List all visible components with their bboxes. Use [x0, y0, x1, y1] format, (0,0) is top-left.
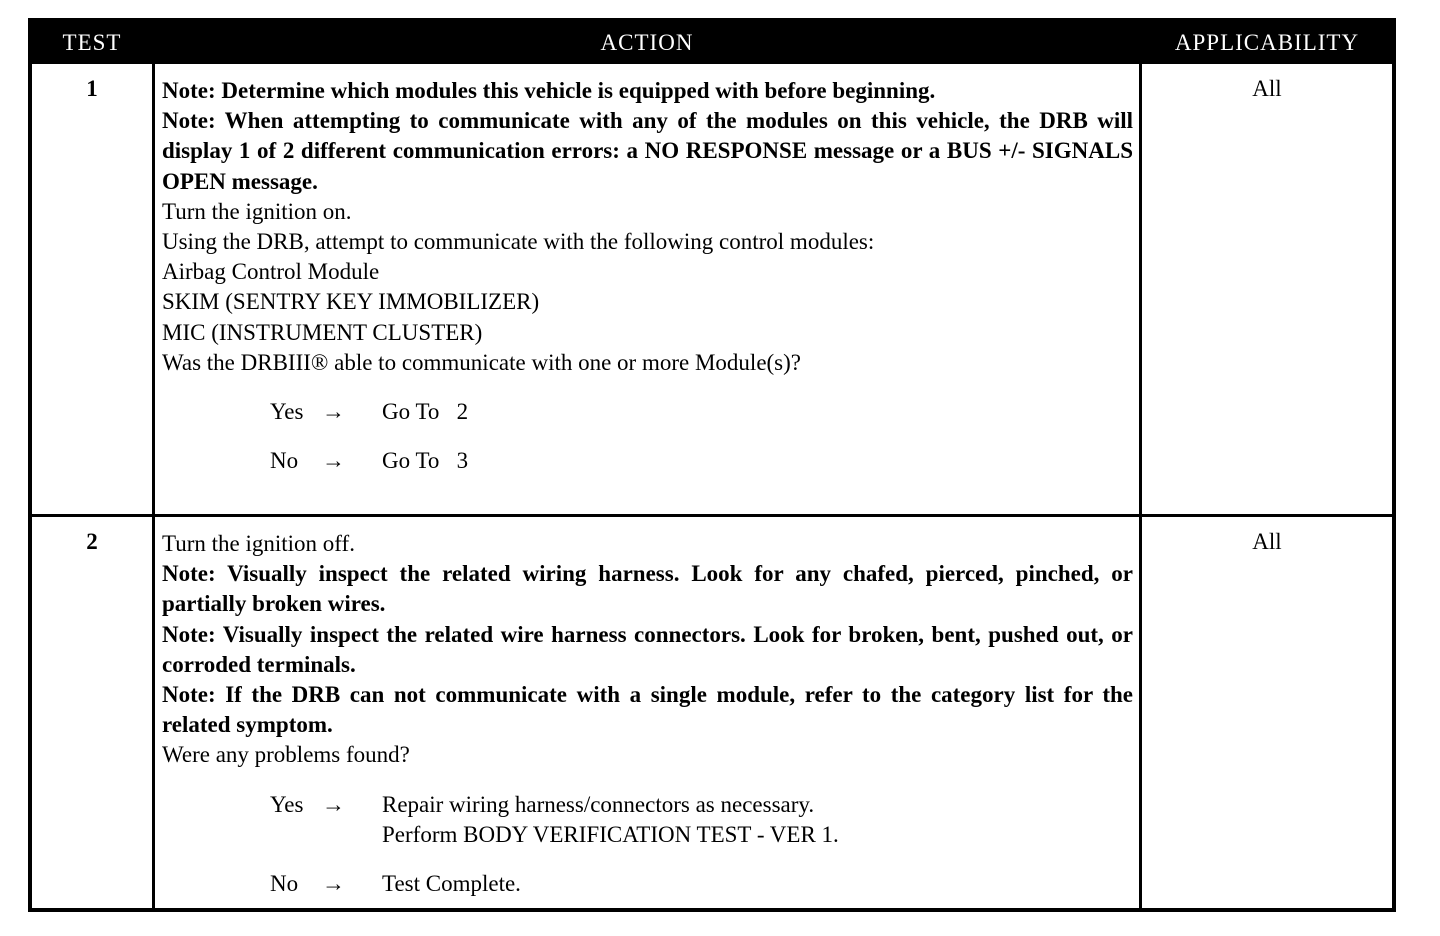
note-text: Note: When attempting to communicate with any of the modules on this vehicle, the DRB will display 1 of 2 different communication errors: a NO RESPONSE message or a BUS +/- SIGNALS OPEN message.: [162, 108, 1133, 194]
arrow-icon: →: [322, 791, 345, 817]
header-action: ACTION: [600, 30, 694, 55]
header-test: TEST: [62, 30, 122, 55]
action-cell: [152, 517, 1142, 911]
yes-branch: [270, 397, 1133, 427]
table-row: [32, 64, 1392, 514]
no-result: Go To 3: [382, 448, 469, 474]
instruction-text: Turn the ignition on.: [162, 198, 352, 224]
yes-label: Yes: [270, 399, 304, 425]
table-row: [32, 514, 1392, 908]
no-branch: [270, 869, 1133, 899]
applicability-value: All: [1252, 76, 1282, 101]
question-text: Were any problems found?: [162, 742, 410, 768]
arrow-icon: →: [322, 870, 345, 896]
note-text: Note: Visually inspect the related wire harness connectors. Look for broken, bent, pushed out, or corroded terminals.: [162, 621, 1133, 677]
note-text: Note: Visually inspect the related wiring harness. Look for any chafed, pierced, pinched, or partially broken wires.: [162, 561, 1133, 617]
question-text: Was the DRBIII® able to communicate with one or more Module(s)?: [162, 349, 802, 375]
note-text: Note: Determine which modules this vehicle is equipped with before beginning.: [162, 78, 936, 103]
test-number: 2: [86, 529, 98, 554]
yes-branch: [270, 790, 1133, 850]
yes-result-line: Repair wiring harness/connectors as necessary.: [382, 791, 815, 817]
module-item: MIC (INSTRUMENT CLUSTER): [162, 319, 483, 345]
arrow-icon: →: [322, 399, 345, 425]
no-label: No: [270, 870, 299, 896]
yes-label: Yes: [270, 791, 304, 817]
yes-result: Go To 2: [382, 399, 469, 425]
yes-result: [382, 790, 1133, 850]
module-item: Airbag Control Module: [162, 259, 380, 285]
action-cell: [152, 64, 1142, 514]
diagnostic-table: [28, 18, 1396, 912]
note-text: Note: If the DRB can not communicate with a single module, refer to the category list for the related symptom.: [162, 682, 1133, 738]
applicability-value: All: [1252, 529, 1282, 554]
test-number: 1: [86, 76, 98, 101]
no-result: Test Complete.: [382, 870, 521, 896]
table-header: [32, 22, 1392, 64]
no-branch: [270, 446, 1133, 476]
header-applicability: APPLICABILITY: [1174, 30, 1360, 55]
arrow-icon: →: [322, 448, 345, 474]
module-item: SKIM (SENTRY KEY IMMOBILIZER): [162, 289, 540, 315]
no-label: No: [270, 448, 299, 474]
instruction-text: Using the DRB, attempt to communicate with the following control modules:: [162, 229, 875, 255]
instruction-text: Turn the ignition off.: [162, 531, 355, 556]
yes-result-line: Perform BODY VERIFICATION TEST - VER 1.: [382, 821, 839, 847]
